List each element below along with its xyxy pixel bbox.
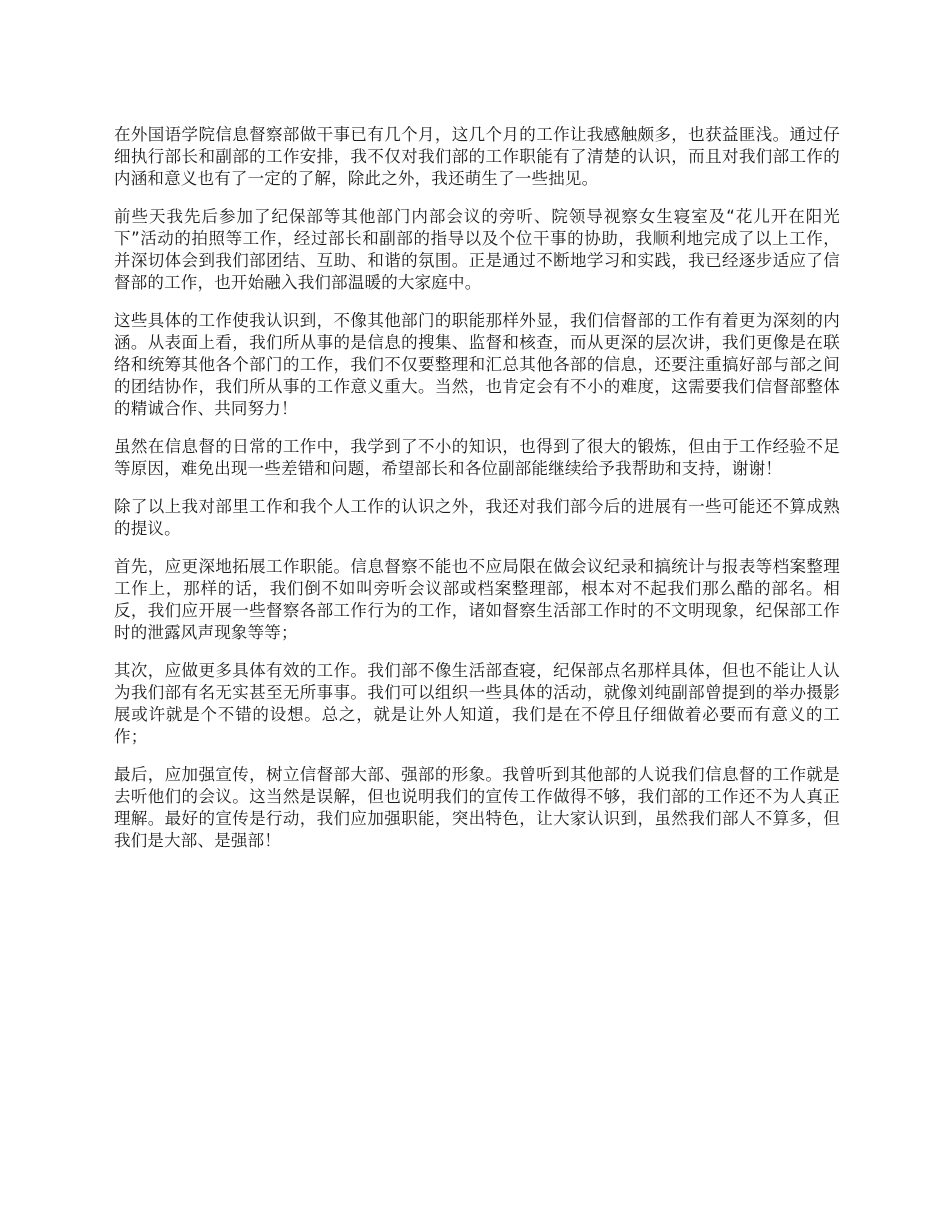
paragraph-2: 前些天我先后参加了纪保部等其他部门内部会议的旁听、院领导视察女生寝室及“花儿开在阳光下”活动的拍照等工作，经过部长和副部的指导以及个位干事的协助，我顺利地完成了以上工作，并深切体会到我们部团结、互助、和谐的氛围。正是通过不断地学习和实践，我已经逐步适应了信督部的工作，也开始融入我们部温暖的大家庭中。 bbox=[114, 207, 840, 292]
paragraph-5: 除了以上我对部里工作和我个人工作的认识之外，我还对我们部今后的进展有一些可能还不算成熟的提议。 bbox=[114, 497, 840, 538]
paragraph-4: 虽然在信息督的日常的工作中，我学到了不小的知识，也得到了很大的锻炼，但由于工作经验不足等原因，难免出现一些差错和问题，希望部长和各位副部能继续给予我帮助和支持，谢谢！ bbox=[114, 437, 840, 478]
paragraph-7: 其次，应做更多具体有效的工作。我们部不像生活部查寝，纪保部点名那样具体，但也不能让人认为我们部有名无实甚至无所事事。我们可以组织一些具体的活动，就像刘纯副部曾提到的举办摄影展或许就是个不错的设想。总之，就是让外人知道，我们是在不停且仔细做着必要而有意义的工作； bbox=[114, 661, 840, 746]
paragraph-8: 最后，应加强宣传，树立信督部大部、强部的形象。我曾听到其他部的人说我们信息督的工作就是去听他们的会议。这当然是误解，但也说明我们的宣传工作做得不够，我们部的工作还不为人真正理解。最好的宣传是行动，我们应加强职能，突出特色，让大家认识到，虽然我们部人不算多，但我们是大部、是强部！ bbox=[114, 765, 840, 850]
paragraph-6: 首先，应更深地拓展工作职能。信息督察不能也不应局限在做会议纪录和搞统计与报表等档案整理工作上，那样的话，我们倒不如叫旁听会议部或档案整理部，根本对不起我们那么酷的部名。相反，我们应开展一些督察各部工作行为的工作，诸如督察生活部工作时的不文明现象，纪保部工作时的泄露风声现象等等； bbox=[114, 557, 840, 642]
paragraph-3: 这些具体的工作使我认识到，不像其他部门的职能那样外显，我们信督部的工作有着更为深刻的内涵。从表面上看，我们所从事的是信息的搜集、监督和核查，而从更深的层次讲，我们更像是在联络和统筹其他各个部门的工作，我们不仅要整理和汇总其他各部的信息，还要注重搞好部与部之间的团结协作，我们所从事的工作意义重大。当然，也肯定会有不小的难度，这需要我们信督部整体的精诚合作、共同努力！ bbox=[114, 311, 840, 418]
paragraph-1: 在外国语学院信息督察部做干事已有几个月，这几个月的工作让我感触颇多，也获益匪浅。通过仔细执行部长和副部的工作安排，我不仅对我们部的工作职能有了清楚的认识，而且对我们部工作的内涵和意义也有了一定的了解，除此之外，我还萌生了一些拙见。 bbox=[114, 125, 840, 188]
document-body bbox=[114, 124, 840, 868]
